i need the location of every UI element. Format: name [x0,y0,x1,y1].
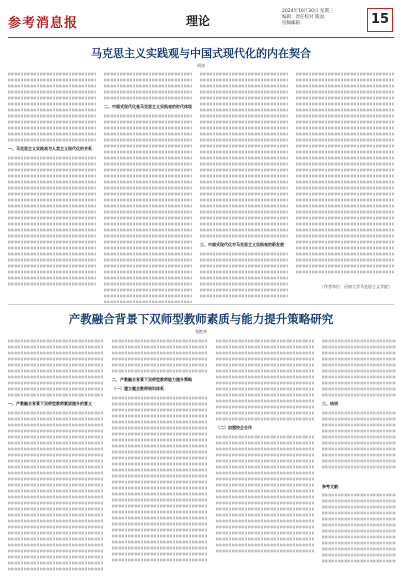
article1-subheading-2: 二、中国式现代化是马克思主义实践观的时代体现 [104,104,192,109]
article2-column-4 [322,338,396,480]
page-number: 15 [367,8,393,32]
article2-subheading-1: 一、产教融合背景下双师型教师素质提升的意义 [8,401,92,406]
article2-column-2 [112,338,208,572]
article2-headline: 产教融合背景下双师型教师素质与能力提升策略研究 [68,312,334,326]
article2-subheading-5: 三、结语 [322,401,338,406]
article-divider [8,304,394,305]
references-title: 参考文献： [322,484,342,489]
article1-byline: 周涛 [197,63,205,68]
article1-column-4 [296,71,394,279]
issue-email: 投稿邮箱： [282,21,305,26]
article1-column-3 [200,71,288,303]
article2-subheading-4: （二）加强校企合作 [216,425,252,430]
article2-byline: 张艳华 [195,329,207,334]
article1-column-2 [104,71,192,303]
article2-column-1 [8,338,104,572]
newspaper-logo: 参考消息报 [8,16,79,31]
issue-editor: 编辑：责任校对 版面： [282,15,329,20]
article1-column-1 [8,71,96,303]
article2-subheading-3: （一）建立健全教师培训体系 [112,386,164,391]
article2-subheading-2: 二、产教融合背景下双师型教师能力提升策略 [112,377,192,382]
issue-meta [282,9,333,27]
article1-subheading-3: 三、中国式现代化对马克思主义实践观的新发展 [200,242,284,247]
masthead-rule [8,37,394,38]
article2-column-3 [216,338,314,572]
issue-date: 2024年10月30日 星期三 [282,9,334,14]
article1-author-note: （作者单位：河南大学马克思主义学院） [320,284,392,289]
article1-headline: 马克思主义实践观与中国式现代化的内在契合 [91,47,311,60]
section-title: 理论 [186,14,211,28]
article1-subheading-1: 一、马克思主义实践观与人类主义现代化的关系 [8,146,92,151]
masthead [0,0,402,38]
article2-references [322,484,396,564]
